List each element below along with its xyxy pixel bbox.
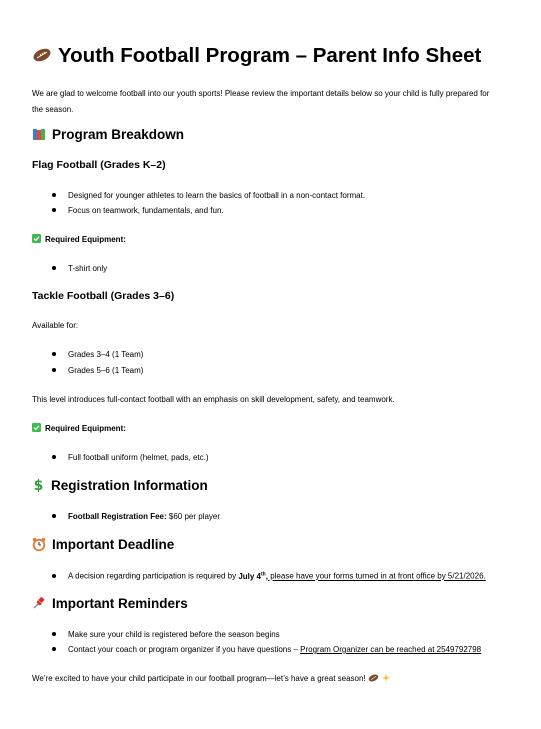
football-icon xyxy=(32,48,52,62)
bullet-dot xyxy=(52,455,56,459)
flag-football-heading: Flag Football (Grades K–2) xyxy=(32,159,166,171)
list-item: A decision regarding participation is required by July 4th, please have your forms turned in at front office by 5/21/2026. xyxy=(52,571,486,581)
bullet-dot xyxy=(52,193,56,197)
svg-text:$: $ xyxy=(33,478,44,493)
check-box-icon xyxy=(32,234,41,243)
deadline-date: July 4th, xyxy=(238,571,268,581)
fee-label: Football Registration Fee: xyxy=(68,512,167,521)
list-item: T-shirt only xyxy=(52,264,107,273)
bullet-dot xyxy=(52,574,56,578)
football-icon xyxy=(368,674,379,682)
bullet-dot xyxy=(52,514,56,518)
tackle-football-heading: Tackle Football (Grades 3–6) xyxy=(32,290,175,302)
bullet-dot xyxy=(52,368,56,372)
list-item: Make sure your child is registered before the season begins xyxy=(52,630,280,639)
registration-heading: $ Registration Information xyxy=(33,478,208,493)
intro-paragraph: We are glad to welcome football into our youth sports! Please review the important details below so your child is fully prepared for the season. xyxy=(32,89,490,114)
reminders-heading: Important Reminders xyxy=(32,596,188,611)
bullet-dot xyxy=(52,352,56,356)
list-item: Grades 5–6 (1 Team) xyxy=(52,366,143,375)
deadline-heading: Important Deadline xyxy=(32,537,174,552)
check-box-icon xyxy=(32,423,41,432)
available-for-text: Available for: xyxy=(32,321,79,330)
bullet-dot xyxy=(52,632,56,636)
alarm-clock-icon xyxy=(32,537,46,551)
page-title xyxy=(32,44,481,68)
program-breakdown-heading xyxy=(32,127,184,142)
list-item: Designed for younger athletes to learn the basics of football in a non-contact format. xyxy=(52,191,365,200)
list-item: Focus on teamwork, fundamentals, and fun. xyxy=(52,206,224,215)
list-item: Full football uniform (helmet, pads, etc.) xyxy=(52,453,209,462)
bullet-dot xyxy=(52,208,56,212)
tackle-equipment-label: Required Equipment: xyxy=(32,424,126,433)
bullet-dot xyxy=(52,266,56,270)
list-item: Contact your coach or program organizer if you have questions – Program Organizer can be reached at 2549792798 xyxy=(52,645,481,654)
fee-value: $60 per player xyxy=(166,512,221,521)
title-text: Youth Football Program – Parent Info Sheet xyxy=(58,44,482,67)
books-icon xyxy=(32,128,46,141)
program-heading-text: Program Breakdown xyxy=(52,127,185,142)
deadline-note: please have your forms turned in at front office by 5/21/2026. xyxy=(267,571,486,581)
closing-paragraph: We’re excited to have your child participate in our football program—let’s have a great season! xyxy=(32,671,502,687)
pushpin-icon xyxy=(32,596,46,610)
list-item: Grades 3–4 (1 Team) xyxy=(52,350,143,359)
sparkles-icon xyxy=(382,674,390,682)
bullet-dot xyxy=(52,647,56,651)
list-item xyxy=(52,512,220,521)
tackle-description: This level introduces full-contact football with an emphasis on skill development, safety, and teamwork. xyxy=(32,395,395,404)
flag-equipment-label: Required Equipment: xyxy=(32,235,126,244)
money-bag-icon xyxy=(32,478,45,492)
organizer-contact: Program Organizer can be reached at 2549792798 xyxy=(300,645,482,654)
